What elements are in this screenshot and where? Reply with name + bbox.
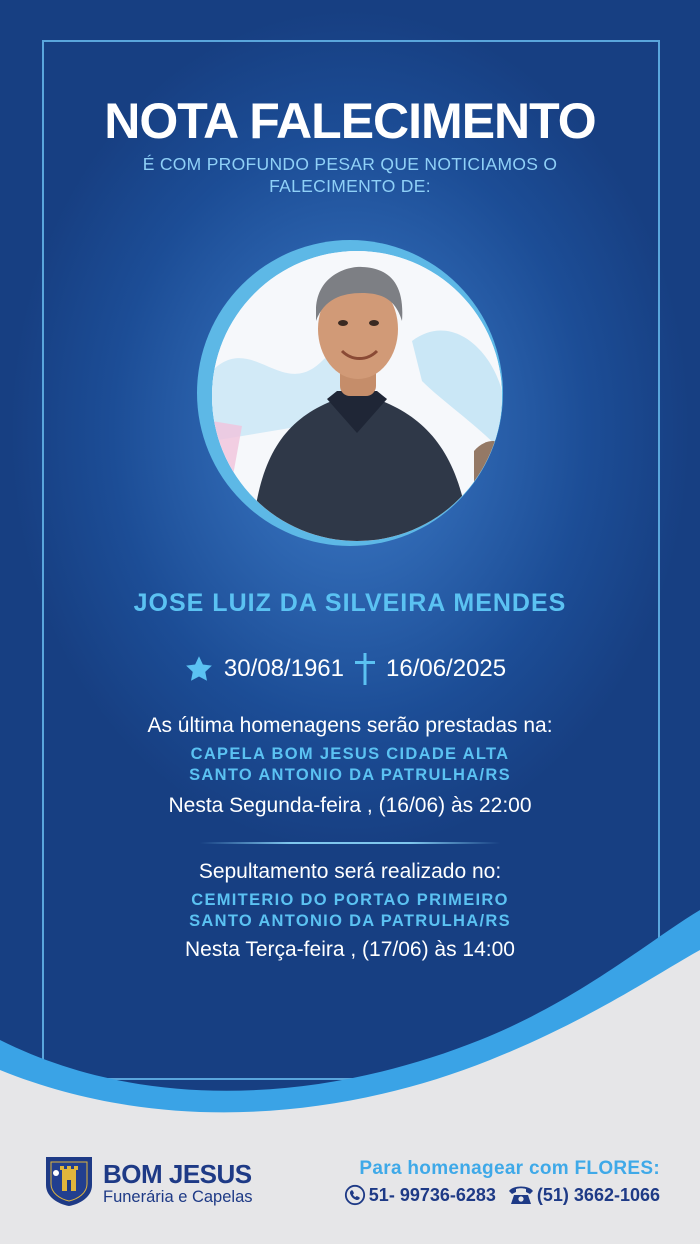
death-date: 16/06/2025 — [386, 655, 507, 682]
whatsapp-phone-icon — [344, 1184, 366, 1206]
burial-intro: Sepultamento será realizado no: — [198, 860, 502, 883]
page-title: NOTA FALECIMENTO — [104, 93, 596, 149]
flowers-callout: Para homenagear com FLORES: — [359, 1158, 660, 1179]
wake-place-line1: CAPELA BOM JESUS CIDADE ALTA — [190, 745, 510, 763]
portrait-photo — [212, 251, 502, 541]
divider — [200, 842, 500, 844]
wake-when: Nesta Segunda-feira , (16/06) às 22:00 — [168, 794, 532, 817]
burial-when: Nesta Terça-feira , (17/06) às 14:00 — [185, 938, 515, 961]
dates-row — [0, 652, 700, 686]
crest-icon — [44, 1155, 94, 1212]
wake-place-line2: SANTO ANTONIO DA PATRULHA/RS — [189, 766, 511, 784]
brand-subtitle: Funerária e Capelas — [103, 1187, 253, 1206]
phone-row — [305, 1184, 660, 1206]
brand-name: BOM JESUS — [103, 1158, 252, 1189]
brand-logo — [44, 1155, 253, 1212]
deceased-name: JOSE LUIZ DA SILVEIRA MENDES — [133, 589, 567, 617]
cross-icon — [354, 652, 376, 686]
burial-place-line2: SANTO ANTONIO DA PATRULHA/RS — [189, 912, 511, 930]
wake-intro: As última homenagens serão prestadas na: — [147, 714, 553, 737]
star-icon — [184, 654, 214, 684]
birth-date: 30/08/1961 — [223, 655, 344, 682]
mobile-phone-link[interactable]: 51- 99736-6283 — [368, 1184, 496, 1205]
landline-phone-link[interactable]: (51) 3662-1066 — [536, 1184, 660, 1205]
burial-place-line1: CEMITERIO DO PORTAO PRIMEIRO — [191, 891, 509, 909]
telephone-icon — [508, 1185, 534, 1205]
subtitle: É COM PROFUNDO PESAR QUE NOTICIAMOS O FALECIMENTO DE: — [142, 154, 558, 196]
